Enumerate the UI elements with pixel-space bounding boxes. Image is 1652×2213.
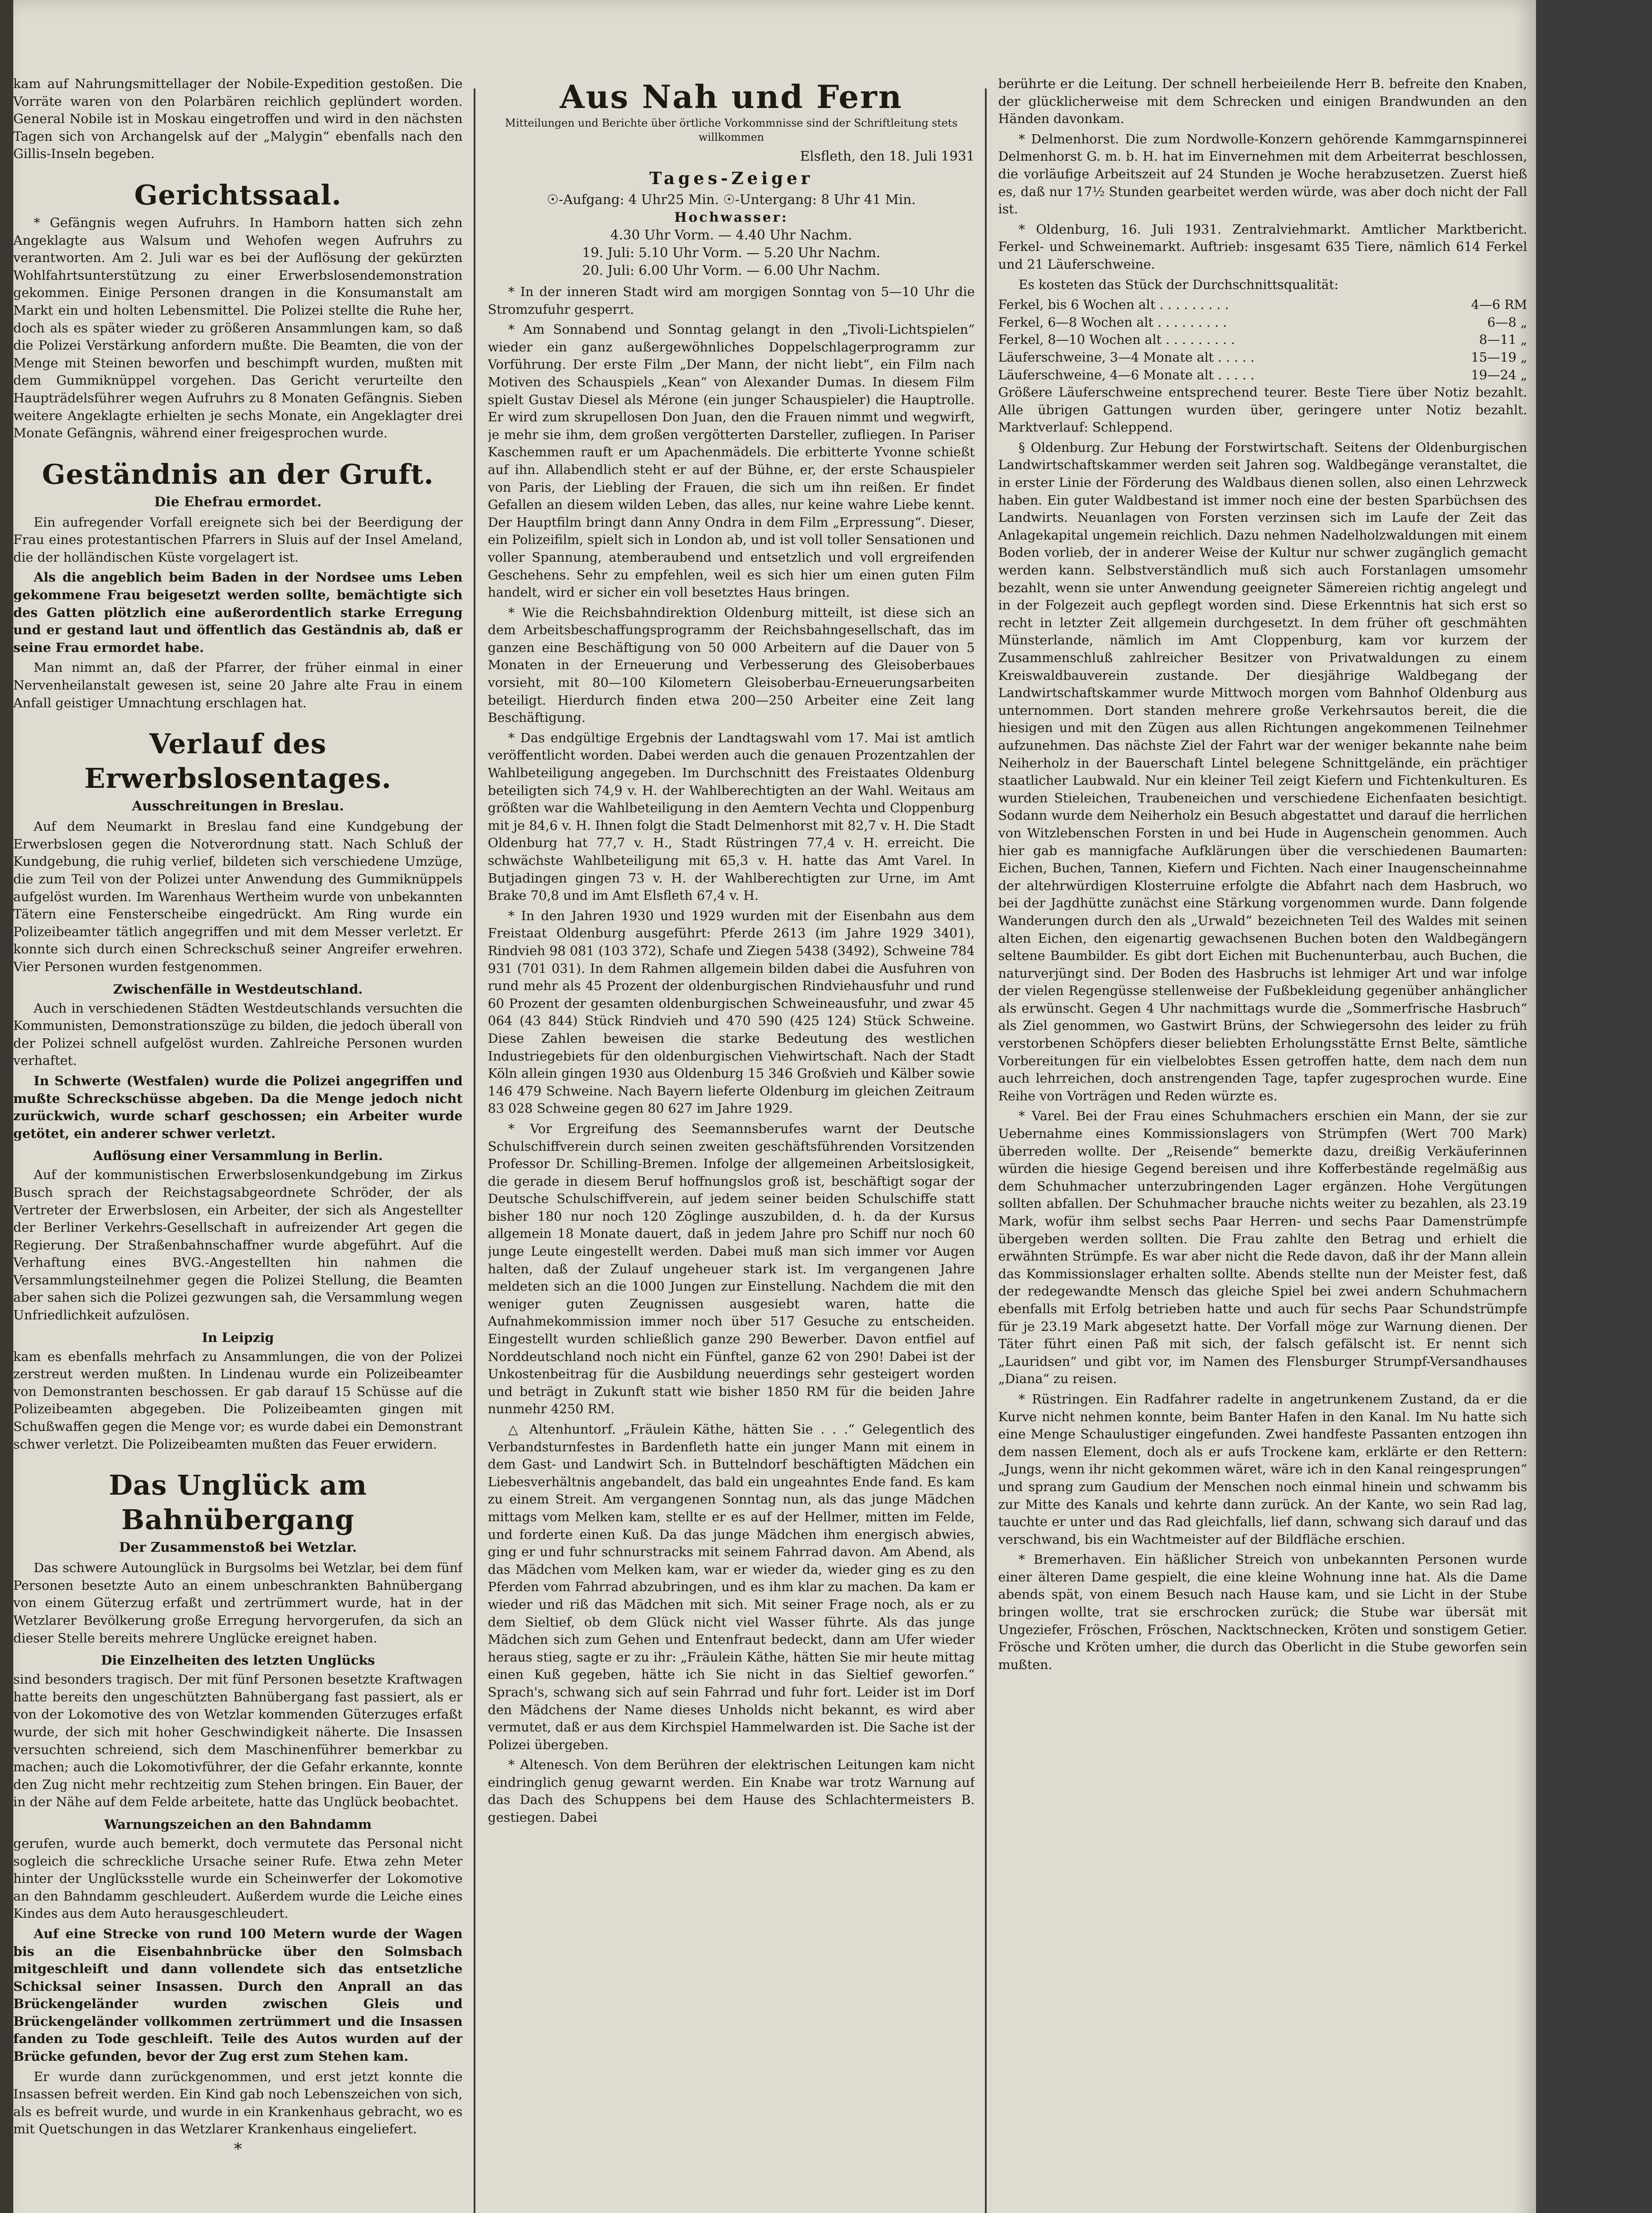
article-subheadline: In Leipzig	[202, 1330, 274, 1345]
article-paragraph: gerufen, wurde auch bemerkt, doch vermutete das Personal nicht sogleich die schreckliche Ursache seiner Rufe. Etwa zehn Meter hinter der Unglücksstelle wurde ein Scheinwerfer der Lokomotive an den Bahndamm geschleudert. Außerdem wurde die Leiche eines Kindes aus dem Auto herausgeschleudert.	[13, 1835, 463, 1921]
news-item: △ Altenhuntorf. „Fräulein Käthe, hätten Sie . . .“ Gelegentlich des Verbandsturnfestes in Bardenfleth hatte ein junger Mann mit einem in dem Gast- und Landwirt Sch. in Buttelndorf beschäftigten Mädchen ein Liebesverhältnis angebandelt, das bald ein ungeahntes Ende fand. Es kam zu einem Streit. Am vergangenen Sonntag nun, als das junge Mädchen mittags vom Melken kam, stellte er es auf der Hellmer, mitten im Felde, und forderte einen Kuß. Da das junge Mädchen ihm energisch abwies, ging er und fuhr schnurstracks mit seinem Fahrrad davon. Am Abend, als das Mädchen vom Melken kam, war er wieder da, wieder ging es zu den Pferden vom Fahrrad abzubringen, und es ihm klar zu machen. Da kam er wieder und riß das Mädchen mit sich. Mit seiner Frage noch, als er zu dem Sieltief, ob dem Glück nicht viel Wasser führte. Als das junge Mädchen sich zum Gehen und Entenfraut bedeckt, dann am Ufer wieder heraus stieg, sagte er zu ihr: „Fräulein Käthe, hätten Sie mir heute mittag einen Kuß gegeben, hätte ich Sie nicht in das Sieltief geworfen.“ Sprach's, schwang sich auf sein Fahrrad und fuhr fort. Leider ist im Dorf den Mädchens der Name dieses Unholds nicht bekannt, es wird aber vermutet, daß er aus dem Kirchspiel Hammelwarden ist. Die Sache ist der Polizei übergeben.	[488, 1422, 975, 1752]
news-item: * Rüstringen. Ein Radfahrer radelte in angetrunkenem Zustand, da er die Kurve nicht nehmen konnte, beim Banter Hafen in den Kanal. Im Nu hatte sich eine Menge Schaulustiger eingefunden. Zwei handfeste Passanten entzogen ihn dem nassen Element, doch als er aufs Trockene kam, erklärte er den Rettern: „Jungs, wenn ihr nicht gekommen wäret, wäre ich in den Kanal reingesprungen“ und sprang zum Gaudium der Menschen noch einmal hinein und schwamm bis zur Mitte des Kanals und kehrte dann zurück. An der Kante, wo sein Rad lag, tauchte er unter und das Rad gleichfalls, lief dann, schwang sich darauf und das verschwand, bis ein Wachtmeister auf der Bildfläche erschien.	[998, 1391, 1527, 1547]
column-middle	[488, 75, 975, 1829]
article-headline: Verlauf des Erwerbslosentages.	[84, 728, 392, 795]
news-item: * Delmenhorst. Die zum Nordwolle-Konzern gehörende Kammgarnspinnerei Delmenhorst G. m. b. H. hat im Einvernehmen mit dem Arbeiterrat beschlossen, die vorläufige Arbeitszeit auf 24 Stunden je Woche herabzusetzen. Zuerst hieß es, daß nur 17½ Stunden gearbeitet werden würde, was aber doch nicht der Fall ist.	[998, 131, 1527, 217]
previous-page-edge	[0, 0, 13, 2213]
news-item: Es kosteten das Stück der Durchschnittsqualität:	[1019, 277, 1339, 292]
article-paragraph: Auf der kommunistischen Erwerbslosenkundgebung im Zirkus Busch sprach der Reichstagsabgeordnete Schröder, der als Vertreter der Erwerbslosen, ein Arbeiter, der sich als Angestellter der Berliner Verkehrs-Gesellschaft in aufreizender Art gegen die Regierung. Der Straßenbahnschaffner wurde abgeführt. Auf die Verhaftung eines BVG.-Angestellten hin nahmen die Versammlungsteilnehmer gegen die Polizei Stellung, die Beamten aber sahen sich die Polizei gezwungen sah, die Versammlung wegen Unfriedlichkeit aufzulösen.	[13, 1167, 463, 1323]
article-paragraph: sind besonders tragisch. Der mit fünf Personen besetzte Kraftwagen hatte bereits den ungeschützten Bahnübergang fast passiert, als er von der Lokomotive des von Wetzlar kommenden Güterzuges erfaßt wurde, der sich mit hoher Geschwindigkeit näherte. Die Insassen versuchten schreiend, sich dem Maschinenführer bemerkbar zu machen; auch die Lokomotivführer, der die Gefahr erkannte, konnte den Zug nicht mehr rechtzeitig zum Stehen bringen. Ein Bauer, der in der Nähe auf dem Felde arbeitete, hatte das Unglück beobachtet.	[13, 1672, 463, 1810]
sun-times: ☉-Aufgang: 4 Uhr25 Min. ☉-Untergang: 8 Uhr 41 Min.	[547, 192, 916, 208]
news-item: * In der inneren Stadt wird am morgigen Sonntag von 5—10 Uhr die Stromzufuhr gesperrt.	[488, 284, 975, 317]
article-paragraph: Auch in verschiedenen Städten Westdeutschlands versuchten die Kommunisten, Demonstrationszüge zu bilden, die jedoch überall von der Polizei schnell aufgelöst wurden. Zahlreiche Personen wurden verhaftet.	[13, 1000, 463, 1068]
news-item: * In den Jahren 1930 und 1929 wurden mit der Eisenbahn aus dem Freistaat Oldenburg ausgeführt: Pferde 2613 (im Jahre 1929 3401), Rindvieh 98 081 (103 372), Schafe und Ziegen 5438 (3492), Schweine 784 931 (701 031). In dem Rahmen allgemein bilden dabei die Ausfuhren von rund mehr als 45 Prozent der oldenburgischen Rindviehausfuhr und rund 60 Prozent der gesamten oldenburgischen Schweineausfuhr, und zwar 45 064 (43 844) Stück Rindvieh und 470 590 (425 124) Stück Schweine. Diese Zahlen beweisen die starke Bedeutung des westlichen Industriegebiets für den oldenburgischen Viehwirtschaft. Nach der Stadt Köln allein gingen 1930 aus Oldenburg 15 346 Großvieh und Kälber sowie 146 479 Schweine. Nach Bayern lieferte Oldenburg im gleichen Zeitraum 83 028 Schweine gegen 80 627 im Jahre 1929.	[488, 908, 975, 1116]
news-item: * Bremerhaven. Ein häßlicher Streich von unbekannten Personen wurde einer älteren Dame gespielt, die eine kleine Wohnung inne hat. Als die Dame abends spät, von einem Besuch nach Hause kam, und sie Licht in der Stube bringen wollte, trat sie erschrocken zurück; die Stube war übersät mit Ungeziefer, Fröschen, Fröschen, Nacktschnecken, Kröten und sonstigem Getier. Frösche und Kröten umher, die durch das Oberlicht in die Stube geworfen sein mußten.	[998, 1552, 1527, 1672]
binding-margin	[1536, 0, 1652, 2213]
price-label: Läuferschweine, 4—6 Monate alt . . . . .	[998, 367, 1254, 382]
article-headline: Geständnis an der Gruft.	[42, 458, 434, 490]
news-item: * Varel. Bei der Frau eines Schuhmachers erschien ein Mann, der sie zur Uebernahme eines Kommissionslagers von Strümpfen (Wert 700 Mark) überreden wollte. Der „Reisende“ bemerkte dazu, dreißig Verkäuferinnen würden die hiesige Gegend bereisen und ihre Kofferbestände regelmäßig aus dem Schuhmacher unterzubringenden Lager ergänzen. Hohe Vergütungen sollten abfallen. Der Schuhmacher brauche nichts weiter zu bezahlen, als 23.19 Mark, wofür ihm selbst sechs Paar Herren- und sechs Paar Damenstrümpfe übergeben werden sollten. Die Frau zahlte den Betrag und erhielt die erwähnten Strümpfe. Es war aber nicht die Rede davon, daß ihr der Mann allein das Kommissionslager erhalten sollte. Abends stellte nun der Meister fest, daß der redegewandte Mensch das gleiche Spiel bei zwei andern Schuhmachern ebenfalls mit Erfolg betrieben hatte und auch für sechs Paar Schundstrümpfe für je 23.19 Mark abgesetzt hatte. Der Vorfall möge zur Warnung dienen. Der Täter führt einen Paß mit sich, der falsch gefälscht ist. Er nennt sich „Lauridsen“ und gibt vor, im Namen des Flensburger Strumpf-Versandhauses „Diana“ zu reisen.	[998, 1108, 1527, 1387]
article-paragraph: Man nimmt an, daß der Pfarrer, der früher einmal in einer Nervenheilanstalt gewesen ist, seine 20 Jahre alte Frau in einem Anfall geistiger Umnachtung erschlagen hat.	[13, 660, 463, 710]
column-right	[998, 75, 1527, 1676]
article-subheadline: Ausschreitungen in Breslau.	[132, 798, 344, 814]
article-subheadline: Die Ehefrau ermordet.	[154, 494, 322, 510]
section-heading-gerichtssaal: Gerichtssaal.	[134, 178, 342, 211]
news-item: Größere Läuferschweine entsprechend teurer. Beste Tiere über Notiz bezahlt. Alle übrigen Gattungen wurden über, geringere unter Notiz bezahlt. Marktverlauf: Schleppend.	[998, 385, 1527, 435]
article-paragraph-bold: Als die angeblich beim Baden in der Nordsee ums Leben gekommene Frau beigesetzt werden sollte, bemächtigte sich des Gatten plötzlich eine außerordentlich starke Erregung und er gestand laut und öffentlich das Geständnis ab, daß er seine Frau ermordet habe.	[13, 570, 463, 655]
tide-line: 4.30 Uhr Vorm. — 4.40 Uhr Nachm.	[610, 227, 853, 243]
price-row	[998, 331, 1527, 349]
article-paragraph: Ein aufregender Vorfall ereignete sich bei der Beerdigung der Frau eines protestantischen Pfarrers in Sluis auf der Insel Ameland, die der holländischen Küste vorgelagert ist.	[13, 514, 463, 565]
hochwasser-title: Hochwasser:	[674, 210, 788, 225]
price-label: Läuferschweine, 3—4 Monate alt . . . . .	[998, 349, 1254, 365]
end-mark: *	[234, 2140, 242, 2159]
price-row	[998, 366, 1527, 384]
news-item: * Wie die Reichsbahndirektion Oldenburg mitteilt, ist diese sich an dem Arbeitsbeschaffungsprogramm der Reichsbahngesellschaft, das im ganzen eine Beschäftigung von 50 000 Arbeitern auf die Dauer von 5 Monaten in der Erneuerung und Verbesserung des Gleisoberbaues vorsieht, mit 80—100 Kilometern Gleisoberbau-Erneuerungsarbeiten beteiligt. Hierdurch finden etwa 200—250 Arbeiter eine Zeit lang Beschäftigung.	[488, 605, 975, 725]
tide-line: 19. Juli: 5.10 Uhr Vorm. — 5.20 Uhr Nachm.	[582, 245, 880, 261]
price-label: Ferkel, 8—10 Wochen alt . . . . . . . . .	[998, 332, 1235, 347]
article-continuation: kam auf Nahrungsmittellager der Nobile-Expedition gestoßen. Die Vorräte waren von den Polarbären reichlich geplündert worden. General Nobile ist in Moskau eingetroffen und wird in den nächsten Tagen sich von Archangelsk auf der „Malygin“ ebenfalls nach den Gillis-Inseln begeben.	[13, 76, 463, 162]
news-item: * Vor Ergreifung des Seemannsberufes warnt der Deutsche Schulschiffverein durch seinen zweiten geschäftsführenden Vorsitzenden Professor Dr. Schilling-Bremen. Infolge der allgemeinen Arbeitslosigkeit, die gerade in diesem Beruf hoffnungslos groß ist, beschäftigt sogar der Deutsche Schulschiffverein, auf jedem seiner beiden Schulschiffe statt bisher 180 nur noch 120 Zöglinge auszubilden, d. h. da der Kursus allgemein 18 Monate dauert, daß in jedem Jahre pro Schiff nur noch 60 junge Leute eingestellt werden. Dabei muß man sich immer vor Augen halten, daß der Zulauf ungeheuer stark ist. Im vergangenen Jahre meldeten sich an die 1000 Jungen zur Einstellung. Nachdem die mit den weniger guten Zeugnissen ausgesiebt waren, hatte die Aufnahmekommission immer noch über 517 Gesuche zu entscheiden. Eingestellt wurden schließlich ganze 290 Bewerber. Davon entfiel auf Norddeutschland noch nicht ein Fünftel, ganze 62 von 290! Dabei ist der Unkostenbeitrag für die Ausbildung neuerdings sehr gesteigert worden und beträgt in Zukunft statt wie bisher 1850 RM für die beiden Jahre nunmehr 4250 RM.	[488, 1121, 975, 1417]
column-left	[13, 75, 463, 2161]
tageszeiger-title: Tages-Zeiger	[649, 168, 814, 188]
price-value: 15—19 „	[1471, 349, 1527, 365]
article-subheadline: Die Einzelheiten des letzten Unglücks	[101, 1653, 375, 1668]
article-subheadline: Warnungszeichen an den Bahndamm	[104, 1816, 372, 1832]
news-item: * Am Sonnabend und Sonntag gelangt in den „Tivoli-Lichtspielen“ wieder ein ganz außergewöhnliches Doppelschlagerprogramm zur Vorführung. Der erste Film „Der Mann, der nicht liebt“, ein Film nach Motiven des Schauspiels „Kean“ von Alexander Dumas. In diesem Film spielt Gustav Diesel als Mérone (ein junger Schauspieler) die Hauptrolle. Er wird zum skrupellosen Don Juan, den die Frauen nimmt und wegwirft, je mehr sie ihm, dem großen vergötterten Darsteller, zufliegen. In Pariser Kaschemmen rauft er um Apachenmädels. Die erbitterte Yvonne schießt auf ihn. Allabendlich steht er auf der Bühne, er, der erste Schauspieler von Paris, der Liebling der Frauen, die sich um ihn reißen. Er findet Gefallen an diesem wilden Leben, das alles, nur keine wahre Liebe kennt. Der Hauptfilm bringt dann Anny Ondra in dem Film „Erpressung“. Dieser, ein Polizeifilm, spielt sich in London ab, und ist voll toller Sensationen und voller Spannung, atemberaubend und entsetzlich und voll ergreifenden Geschehens. Sehr zu empfehlen, weil es sich hier um einen guten Film handelt, wird er sicher ein voll besetztes Haus bringen.	[488, 322, 975, 600]
news-item: * Oldenburg, 16. Juli 1931. Zentralviehmarkt. Amtlicher Marktbericht. Ferkel- und Schweinemarkt. Auftrieb: insgesamt 635 Tiere, nämlich 614 Ferkel und 21 Läuferschweine.	[998, 221, 1527, 272]
news-item: * Das endgültige Ergebnis der Landtagswahl vom 17. Mai ist amtlich veröffentlicht worden. Dabei werden auch die genauen Prozentzahlen der Wahlbeteiligung angegeben. Im Durchschnitt des Freistaates Oldenburg beteiligten sich 74,9 v. H. der Wahlberechtigten an der Wahl. Weitaus am größten war die Wahlbeteiligung in den Aemtern Vechta und Cloppenburg mit je 84,6 v. H. Ihnen folgt die Stadt Delmenhorst mit 82,7 v. H. Die Stadt Oldenburg hat 77,7 v. H., Stadt Rüstringen 77,4 v. H. erreicht. Die schwächste Wahlbeteiligung mit 65,3 v. H. hatte das Amt Varel. In Butjadingen gingen 73 v. H. der Wahlberechtigten zur Urne, im Amt Brake 70,8 und im Amt Elsfleth 67,4 v. H.	[488, 730, 975, 903]
column-rule	[474, 89, 475, 2213]
article-paragraph: kam es ebenfalls mehrfach zu Ansammlungen, die von der Polizei zerstreut werden mußten. In Lindenau wurde ein Polizeibeamter von Demonstranten beschossen. Er gab darauf 15 Schüsse auf die Polizeibeamten abgegeben. Die Polizeibeamten gingen mit Schußwaffen gegen die Menge vor; es wurde dabei ein Demonstrant schwer verletzt. Die Polizeibeamten mußten das Feuer erwidern.	[13, 1349, 463, 1452]
article-paragraph-bold: In Schwerte (Westfalen) wurde die Polizei angegriffen und mußte Schreckschüsse abgeben. Da die Menge jedoch nicht zurückwich, wurde scharf geschossen; ein Arbeiter wurde getötet, ein anderer schwer verletzt.	[13, 1073, 463, 1141]
article-paragraph: Er wurde dann zurückgenommen, und erst jetzt konnte die Insassen befreit werden. Ein Kind gab noch Lebenszeichen von sich, als es befreit wurde, und wurde in ein Krankenhaus gebracht, wo es mit Quetschungen in das Wetzlarer Krankenhaus eingeliefert.	[13, 2069, 463, 2137]
price-value: 4—6 RM	[1471, 297, 1527, 312]
article-paragraph: Auf dem Neumarkt in Breslau fand eine Kundgebung der Erwerbslosen gegen die Notverordnung statt. Nach Schluß der Kundgebung, die ruhig verlief, bildeten sich verschiedene Umzüge, die zum Teil von der Polizei unter Anwendung des Gummiknüppels aufgelöst wurden. Im Warenhaus Wertheim wurde von unbekannten Tätern eine Fensterscheibe eingedrückt. Am Ring wurde ein Polizeibeamter tätlich angegriffen und mit dem Messer verletzt. Er konnte sich durch einen Schreckschuß seiner Angreifer erwehren. Vier Personen wurden festgenommen.	[13, 819, 463, 974]
price-row	[998, 349, 1527, 366]
price-value: 19—24 „	[1471, 367, 1527, 382]
article-subheadline: Zwischenfälle in Westdeutschland.	[113, 981, 363, 997]
section-subtitle: Mitteilungen und Berichte über örtliche Vorkommnisse sind der Schriftleitung stets willkommen	[505, 117, 958, 143]
news-item: * Altenesch. Von dem Berühren der elektrischen Leitungen kam nicht eindringlich genug gewarnt werden. Ein Knabe war trotz Warnung auf das Dach des Schuppens bei dem Hause des Schlachtermeisters B. gestiegen. Dabei	[488, 1757, 975, 1825]
news-item-continuation: berührte er die Leitung. Der schnell herbeieilende Herr B. befreite den Knaben, der glücklicherweise mit dem Schrecken und einigen Brandwunden an den Händen davonkam.	[998, 76, 1527, 127]
article-paragraph: Das schwere Autounglück in Burgsolms bei Wetzlar, bei dem fünf Personen besetzte Auto an einem unbeschrankten Bahnübergang von einem Güterzug erfaßt und zertrümmert wurde, hat in der Wetzlarer Bevölkerung große Erregung hervorgerufen, da sich an dieser Stelle bereits mehrere Unglücke ereignet haben.	[13, 1560, 463, 1646]
article-headline: Das Unglück am Bahnübergang	[108, 1469, 367, 1536]
price-value: 6—8 „	[1487, 314, 1527, 330]
article-subheadline: Auflösung einer Versammlung in Berlin.	[93, 1148, 383, 1164]
price-table	[998, 296, 1527, 384]
section-title: Aus Nah und Fern	[560, 78, 903, 116]
newspaper-page	[13, 0, 1536, 2213]
article-paragraph-bold: Auf eine Strecke von rund 100 Metern wurde der Wagen bis an die Eisenbahnbrücke über den Solmsbach mitgeschleift und dann vollendete sich das entsetzliche Schicksal seiner Insassen. Durch den Anprall an das Brückengeländer wurden zwischen Gleis und Brückengeländer vollkommen zertrümmert und die Insassen fanden zu Tode geschleift. Teile des Autos wurden auf der Brücke gefunden, bevor der Zug erst zum Stehen kam.	[13, 1926, 463, 2064]
price-value: 8—11 „	[1479, 332, 1527, 347]
tide-line: 20. Juli: 6.00 Uhr Vorm. — 6.00 Uhr Nachm.	[582, 263, 880, 278]
dateline: Elsfleth, den 18. Juli 1931	[800, 149, 975, 164]
news-item: § Oldenburg. Zur Hebung der Forstwirtschaft. Seitens der Oldenburgischen Landwirtschaftskammer werden seit Jahren sog. Waldbegänge veranstaltet, die in erster Linie der Förderung des Waldbaus dienen sollen, also einen Lehrzweck haben. Ein guter Waldbestand ist immer noch eine der besten Sparbüchsen des Landwirts. Neuanlagen von Forsten verzinsen sich im Laufe der Zeit das Anlagekapital ungemein reichlich. Dazu nehmen Nadelholzwaldungen mit einem Boden vorlieb, der in anderer Weise der Kultur nur schwer zugänglich gemacht werden kann. Selbstverständlich muß sich auch Forstanlagen umsomehr bezahlt, wenn sie unter Anwendung geeigneter Sämereien richtig angelegt und in der Folgezeit auch gepflegt worden sind. Diese Erkenntnis hat sich erst so recht in letzter Zeit allgemein durchgesetzt. In dem früher oft geschmähten Münsterlande, nämlich im Amt Cloppenburg, kam vor kurzem der Zusammenschluß zahlreicher Besitzer von Privatwaldungen zu einem Kreiswaldbauverein zustande. Der diesjährige Waldbegang der Landwirtschaftskammer wurde Mittwoch morgen vom Bahnhof Oldenburg aus unternommen. Dort standen mehrere große Verkehrsautos bereit, die die hiesigen und mit den Zügen aus allen Richtungen angekommenen Teilnehmer aufzunehmen. Das nächste Ziel der Fahrt war der weniger bekannte nahe beim Neiherholz in der Bauerschaft Lintel belegene Schnittgelände, ein prächtiger staatlicher Laubwald. Nur ein kleiner Teil zeigt Kiefern und Fichtenkulturen. Es wurden Stieleichen, Traubeneichen und verschiedene Eichenfaaten besichtigt. Sodann wurde dem Neiherholz ein Besuch abgestattet und darauf die herrlichen von Witzlebenschen Forsten in und bei Hude in Augenschein genommen. Auch hier gab es mannigfache Aufklärungen über die verschiedenen Baumarten: Eichen, Buchen, Tannen, Kiefern und Fichten. Nach einer Inaugenscheinnahme der altehrwürdigen Klosterruine erfolgte die Abfahrt nach dem Hasbruch, wo bei der Jagdhütte zunächst eine Stärkung vorgenommen wurde. Dann folgende Wanderungen durch den als „Urwald“ bezeichneten Teil des Waldes mit seinen alten Eichen, den eigenartig gewachsenen Buchen boten den Waldbegängern seltene Baumbilder. Es gibt dort Eichen mit Buchenunterbau, auch Buchen, die naturverjüngt sind. Der Boden des Hasbruchs ist lehmiger Art und war infolge der vielen Regengüsse stellenweise der Fußbekleidung gegenüber anhänglicher als erwünscht. Gegen 4 Uhr nachmittags wurde die „Sommerfrische Hasbruch“ als Ziel genommen, wo Gastwirt Brüns, der Schwiegersohn des leider zu früh verstorbenen Schöpfers dieser beliebten Erholungsstätte Ernst Belte, sämtliche Vorbereitungen für ein vielbelobtes Essen getroffen hatte, dem nach dem nun auch lehrreichen, doch anstrengenden Tage, tapfer zugesprochen wurde. Eine Reihe von Vorträgen und Reden würzte es.	[998, 440, 1527, 1103]
price-row	[998, 296, 1527, 314]
price-label: Ferkel, bis 6 Wochen alt . . . . . . . . .	[998, 297, 1229, 312]
price-label: Ferkel, 6—8 Wochen alt . . . . . . . . .	[998, 314, 1227, 330]
article-subheadline: Der Zusammenstoß bei Wetzlar.	[119, 1540, 357, 1556]
article-paragraph: * Gefängnis wegen Aufruhrs. In Hamborn hatten sich zehn Angeklagte aus Walsum und Wehofen wegen Aufruhrs zu verantworten. Am 2. Juli war es bei der Auflösung der gekürzten Wohlfahrtsunterstützung zu einer Erwerbslosendemonstration gekommen. Einige Personen drangen in die Konsumanstalt am Markt ein und holten Lebensmittel. Die Polizei stellte die Ruhe her, doch als es später wieder zu größeren Ansammlungen kam, so daß die Polizei Verstärkung anfordern mußte. Die Beamten, die von der Menge mit Steinen beworfen und beschimpft wurden, mußten mit dem Gummiknüppel vorgehen. Das Gericht verurteilte den Haupträdelsführer wegen Aufruhrs zu 8 Monaten Gefängnis. Sieben weitere Angeklagte erhielten je sechs Monate, ein Angeklagter drei Monate Gefängnis, während einer freigesprochen wurde.	[13, 215, 463, 441]
column-rule	[985, 89, 987, 2213]
price-row	[998, 314, 1527, 332]
